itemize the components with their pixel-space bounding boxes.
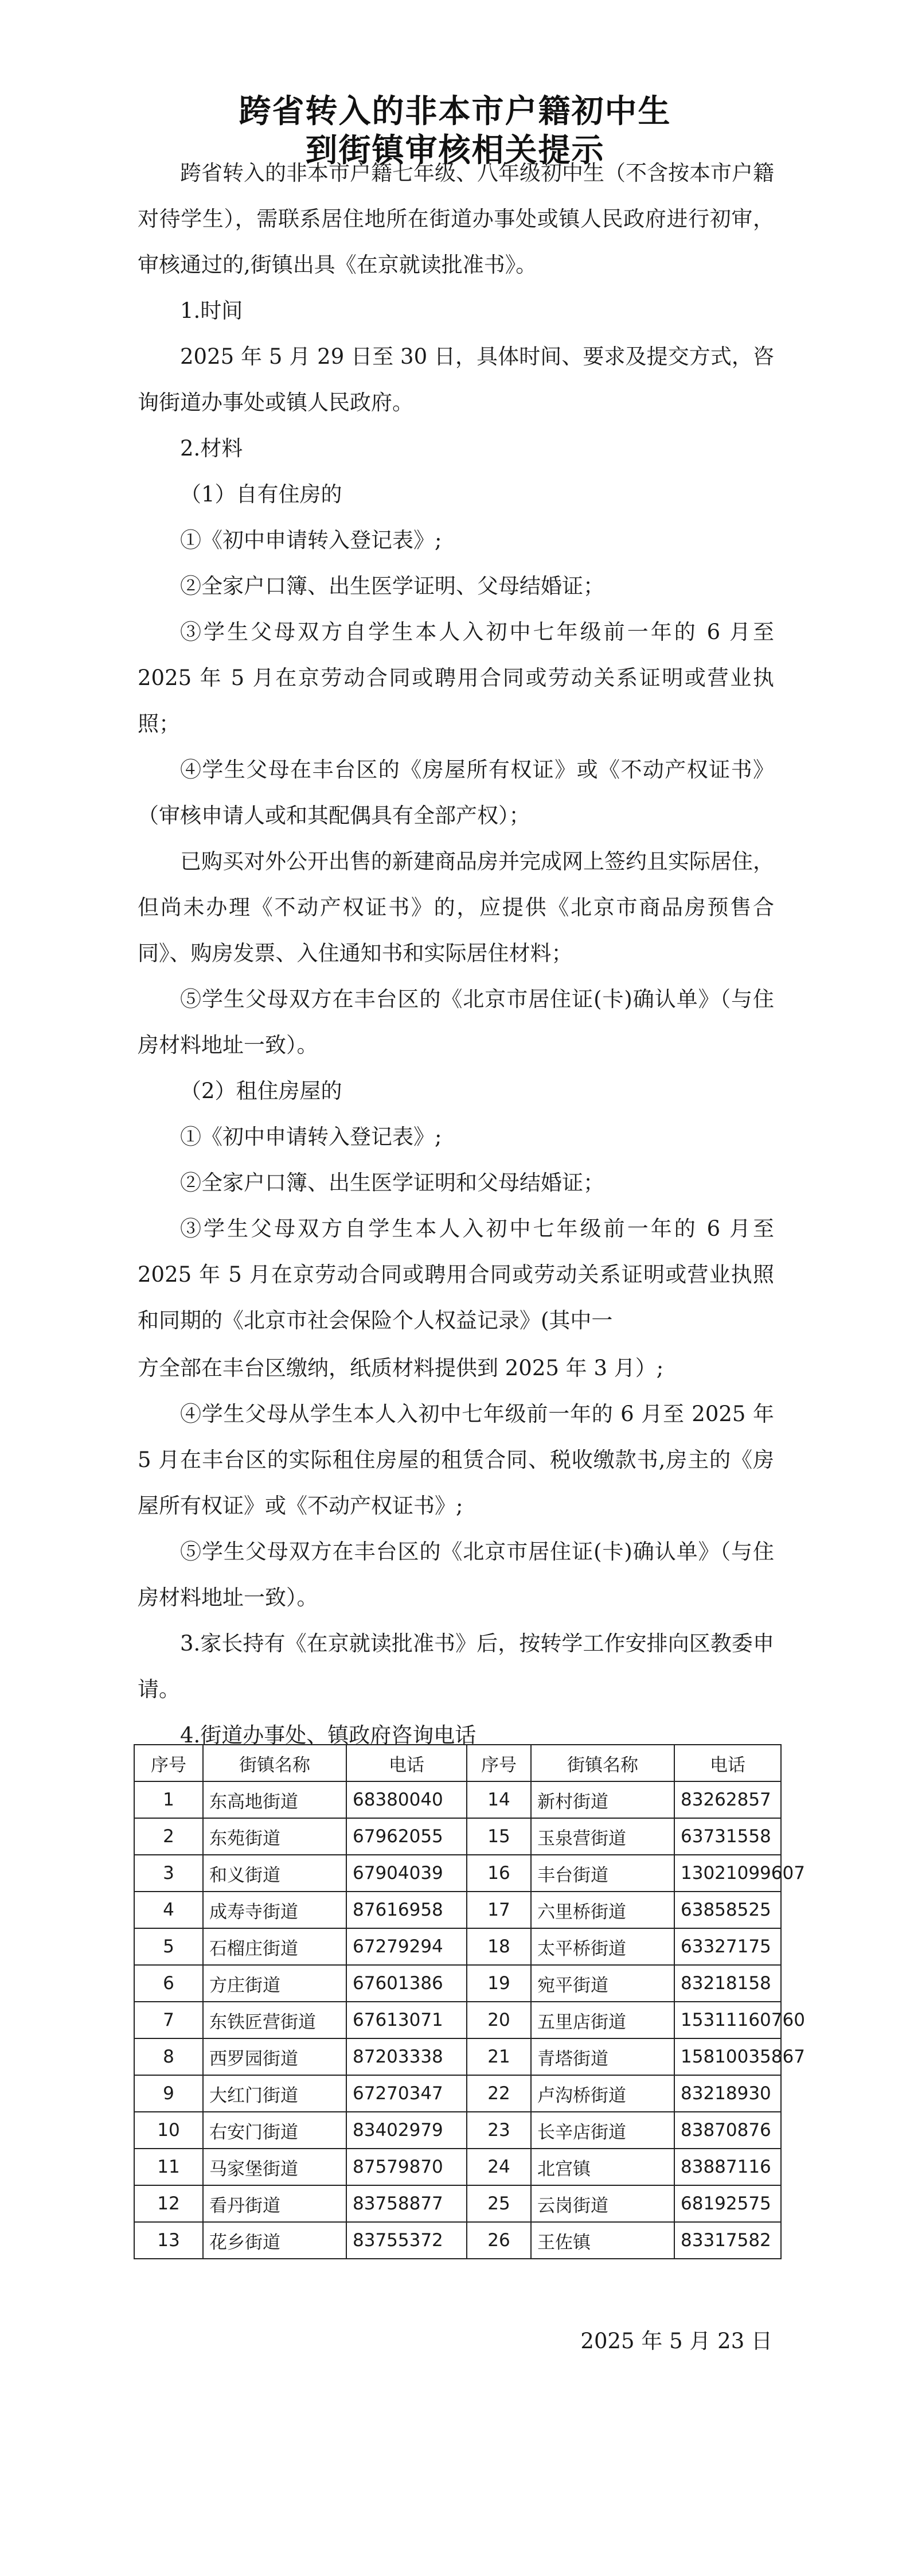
paragraph: （1）自有住房的	[180, 482, 342, 507]
table-row	[134, 2002, 781, 2038]
subdistrict-name: 丰台街道	[531, 1855, 674, 1892]
paragraph: 方全部在丰台区缴纳，纸质材料提供到 2025 年 3 月）;	[138, 1356, 664, 1380]
phone-number: 67962055	[346, 1818, 467, 1855]
header-index: 序号	[467, 1745, 531, 1781]
paragraph: 已购买对外公开出售的新建商品房并完成网上签约且实际居住，但尚未办理《不动产权证书》的，应提供《北京市商品房预售合同》、购房发票、入住通知书和实际居住材料；	[138, 849, 774, 966]
row-index: 24	[467, 2149, 531, 2185]
subdistrict-name: 五里店街道	[531, 2002, 674, 2038]
header-name: 街镇名称	[203, 1745, 346, 1781]
table-row	[134, 1892, 781, 1928]
subdistrict-name: 长辛店街道	[531, 2112, 674, 2149]
phone-number: 83887116	[674, 2149, 781, 2185]
subdistrict-name: 宛平街道	[531, 1965, 674, 2002]
header-index: 序号	[134, 1745, 203, 1781]
row-index: 21	[467, 2038, 531, 2075]
paragraph: 4.街道办事处、镇政府咨询电话	[180, 1723, 477, 1748]
subdistrict-name: 成寿寺街道	[203, 1892, 346, 1928]
phone-number: 87203338	[346, 2038, 467, 2075]
paragraph: ③学生父母双方自学生本人入初中七年级前一年的 6 月至 2025 年 5 月在京劳动合同或聘用合同或劳动关系证明或营业执照和同期的《北京市社会保险个人权益记录》(其中一	[138, 1216, 774, 1333]
paragraph: 2.材料	[180, 436, 243, 461]
header-phone: 电话	[674, 1745, 781, 1781]
table-row	[134, 2112, 781, 2149]
subdistrict-name: 东高地街道	[203, 1781, 346, 1818]
phone-number: 67613071	[346, 2002, 467, 2038]
header-name: 街镇名称	[531, 1745, 674, 1781]
table-header-row	[134, 1745, 781, 1781]
body-text-part1	[138, 150, 774, 1344]
subdistrict-name: 花乡街道	[203, 2222, 346, 2259]
table-row	[134, 2222, 781, 2259]
table-row	[134, 1965, 781, 2002]
phone-number: 83218930	[674, 2075, 781, 2112]
row-index: 13	[134, 2222, 203, 2259]
phone-number: 87616958	[346, 1892, 467, 1928]
row-index: 3	[134, 1855, 203, 1892]
document-date: 2025 年 5 月 23 日	[580, 2329, 772, 2353]
row-index: 17	[467, 1892, 531, 1928]
phone-number: 67270347	[346, 2075, 467, 2112]
phone-number: 68192575	[674, 2185, 781, 2222]
table-row	[134, 2038, 781, 2075]
phone-number: 68380040	[346, 1781, 467, 1818]
row-index: 2	[134, 1818, 203, 1855]
subdistrict-name: 方庄街道	[203, 1965, 346, 2002]
row-index: 4	[134, 1892, 203, 1928]
paragraph: ⑤学生父母双方在丰台区的《北京市居住证(卡)确认单》（与住房材料地址一致）。	[138, 1539, 774, 1610]
row-index: 22	[467, 2075, 531, 2112]
phone-number: 15311160760	[674, 2002, 781, 2038]
table-row	[134, 1855, 781, 1892]
table-row	[134, 2075, 781, 2112]
table-row	[134, 1781, 781, 1818]
paragraph: （2）租住房屋的	[180, 1079, 342, 1103]
phone-number: 67279294	[346, 1928, 467, 1965]
phone-number: 87579870	[346, 2149, 467, 2185]
subdistrict-name: 王佐镇	[531, 2222, 674, 2259]
paragraph: 1.时间	[180, 298, 243, 323]
subdistrict-name: 六里桥街道	[531, 1892, 674, 1928]
phone-number: 83218158	[674, 1965, 781, 2002]
row-index: 18	[467, 1928, 531, 1965]
paragraph: ⑤学生父母双方在丰台区的《北京市居住证(卡)确认单》（与住房材料地址一致）。	[138, 987, 774, 1057]
row-index: 20	[467, 2002, 531, 2038]
phone-number: 83870876	[674, 2112, 781, 2149]
subdistrict-name: 大红门街道	[203, 2075, 346, 2112]
subdistrict-name: 东苑街道	[203, 1818, 346, 1855]
table-row	[134, 1818, 781, 1855]
phone-number: 83262857	[674, 1781, 781, 1818]
subdistrict-name: 东铁匠营街道	[203, 2002, 346, 2038]
paragraph: 跨省转入的非本市户籍七年级、八年级初中生（不含按本市户籍对待学生），需联系居住地所在街道办事处或镇人民政府进行初审，审核通过的,街镇出具《在京就读批准书》。	[138, 161, 774, 277]
row-index: 8	[134, 2038, 203, 2075]
subdistrict-name: 新村街道	[531, 1781, 674, 1818]
paragraph: ①《初中申请转入登记表》;	[180, 1124, 442, 1149]
subdistrict-name: 太平桥街道	[531, 1928, 674, 1965]
phone-number: 63327175	[674, 1928, 781, 1965]
row-index: 6	[134, 1965, 203, 2002]
subdistrict-name: 西罗园街道	[203, 2038, 346, 2075]
paragraph: ③学生父母双方自学生本人入初中七年级前一年的 6 月至 2025 年 5 月在京劳动合同或聘用合同或劳动关系证明或营业执照；	[138, 620, 774, 736]
paragraph: 3.家长持有《在京就读批准书》后，按转学工作安排向区教委申请。	[138, 1631, 774, 1702]
subdistrict-name: 北宫镇	[531, 2149, 674, 2185]
document-title-line1: 跨省转入的非本市户籍初中生	[239, 93, 671, 130]
body-text-part2	[138, 1345, 774, 1758]
paragraph: 2025 年 5 月 29 日至 30 日，具体时间、要求及提交方式，咨询街道办事处或镇人民政府。	[138, 344, 774, 415]
row-index: 1	[134, 1781, 203, 1818]
row-index: 16	[467, 1855, 531, 1892]
row-index: 12	[134, 2185, 203, 2222]
subdistrict-name: 马家堡街道	[203, 2149, 346, 2185]
subdistrict-name: 玉泉营街道	[531, 1818, 674, 1855]
row-index: 14	[467, 1781, 531, 1818]
header-phone: 电话	[346, 1745, 467, 1781]
phone-number: 67601386	[346, 1965, 467, 2002]
row-index: 23	[467, 2112, 531, 2149]
table-body	[134, 1781, 805, 2259]
phone-number: 83758877	[346, 2185, 467, 2222]
row-index: 11	[134, 2149, 203, 2185]
paragraph: ②全家户口簿、出生医学证明、父母结婚证；	[180, 574, 604, 598]
subdistrict-name: 石榴庄街道	[203, 1928, 346, 1965]
phone-number: 15810035867	[674, 2038, 781, 2075]
subdistrict-name: 卢沟桥街道	[531, 2075, 674, 2112]
subdistrict-name: 云岗街道	[531, 2185, 674, 2222]
phone-number: 83402979	[346, 2112, 467, 2149]
phone-number: 67904039	[346, 1855, 467, 1892]
row-index: 5	[134, 1928, 203, 1965]
phone-number: 63858525	[674, 1892, 781, 1928]
subdistrict-name: 右安门街道	[203, 2112, 346, 2149]
row-index: 15	[467, 1818, 531, 1855]
row-index: 26	[467, 2222, 531, 2259]
table-row	[134, 2185, 781, 2222]
subdistrict-name: 和义街道	[203, 1855, 346, 1892]
row-index: 25	[467, 2185, 531, 2222]
paragraph: ④学生父母在丰台区的《房屋所有权证》或《不动产权证书》（审核申请人或和其配偶具有全部产权）；	[138, 757, 774, 828]
paragraph: ①《初中申请转入登记表》;	[180, 528, 442, 552]
phone-number: 63731558	[674, 1818, 781, 1855]
row-index: 7	[134, 2002, 203, 2038]
phone-number: 83317582	[674, 2222, 781, 2259]
table-row	[134, 1928, 781, 1965]
row-index: 19	[467, 1965, 531, 2002]
phone-number: 83755372	[346, 2222, 467, 2259]
subdistrict-contact-table	[134, 1744, 805, 2259]
subdistrict-name: 青塔街道	[531, 2038, 674, 2075]
table-row	[134, 2149, 781, 2185]
row-index: 9	[134, 2075, 203, 2112]
paragraph: ④学生父母从学生本人入初中七年级前一年的 6 月至 2025 年 5 月在丰台区的实际租住房屋的租赁合同、税收缴款书,房主的《房屋所有权证》或《不动产权证书》;	[138, 1402, 774, 1518]
paragraph: ②全家户口簿、出生医学证明和父母结婚证；	[180, 1170, 604, 1195]
phone-number: 13021099607	[674, 1855, 781, 1892]
document-title-line2: 到街镇审核相关提示	[305, 132, 605, 169]
row-index: 10	[134, 2112, 203, 2149]
subdistrict-name: 看丹街道	[203, 2185, 346, 2222]
